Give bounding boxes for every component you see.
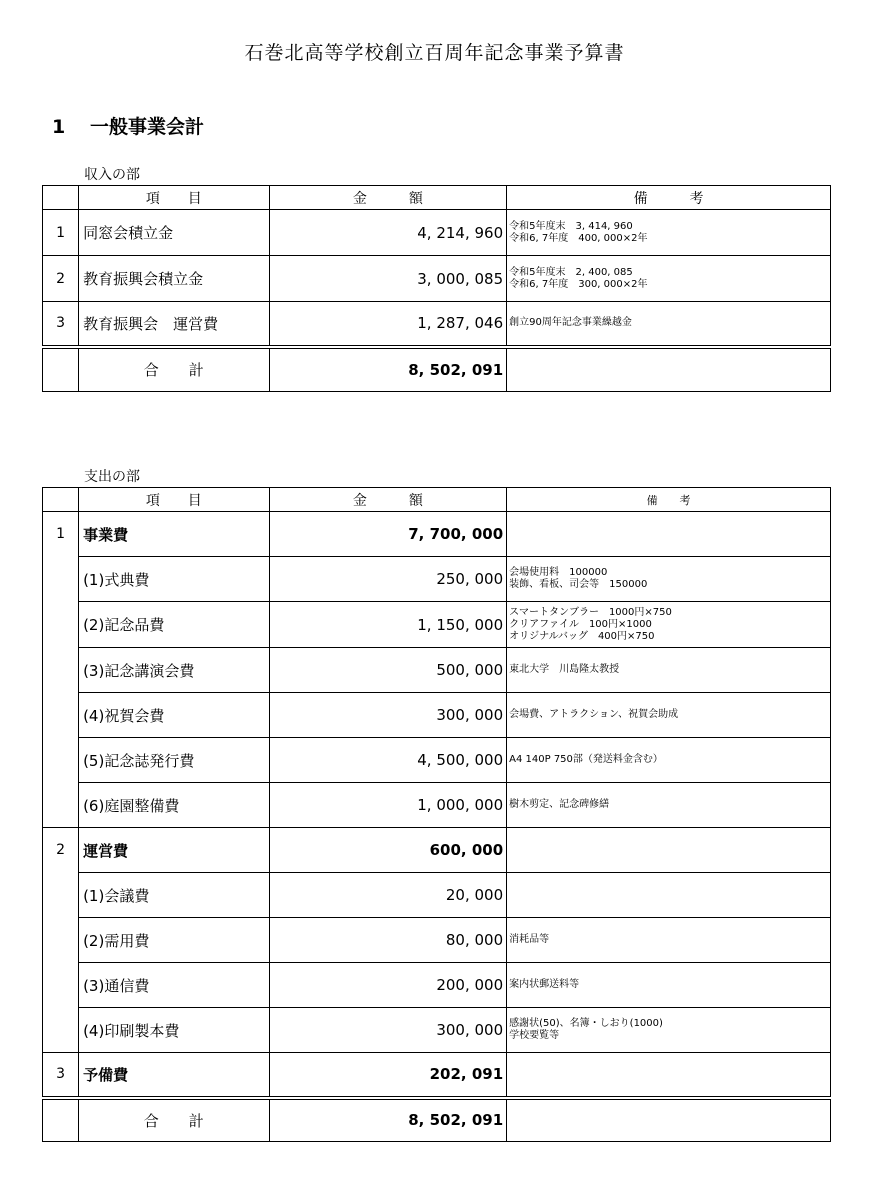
group-number: 1 (43, 512, 79, 557)
group-amount: 202, 091 (269, 1053, 507, 1098)
row-note: 令和5年度末 2, 400, 085 令和6, 7年度 300, 000×2年 (507, 256, 831, 302)
header-no (43, 186, 79, 210)
row-amount: 1, 000, 000 (269, 783, 507, 828)
row-amount: 1, 150, 000 (269, 602, 507, 648)
group-note (507, 828, 831, 873)
row-number (43, 873, 79, 918)
document-title: 石巻北高等学校創立百周年記念事業予算書 (244, 42, 625, 64)
header-note: 備 考 (507, 488, 831, 512)
row-note: 消耗品等 (507, 918, 831, 963)
table-row (43, 1053, 831, 1098)
row-amount: 4, 214, 960 (269, 210, 507, 256)
total-amount: 8, 502, 091 (269, 1098, 507, 1142)
table-row (43, 873, 831, 918)
row-number (43, 648, 79, 693)
table-row (43, 963, 831, 1008)
table-row (43, 738, 831, 783)
row-amount: 20, 000 (269, 873, 507, 918)
section-label: 一般事業会計 (90, 116, 205, 138)
table-row (43, 918, 831, 963)
header-note: 備 考 (507, 186, 831, 210)
row-item: (5)記念誌発行費 (79, 738, 269, 783)
row-item: (4)祝賀会費 (79, 693, 269, 738)
group-amount: 7, 700, 000 (269, 512, 507, 557)
header-amount: 金 額 (269, 488, 507, 512)
expense-total-row (43, 1098, 831, 1142)
row-number (43, 557, 79, 602)
group-number: 2 (43, 828, 79, 873)
row-amount: 80, 000 (269, 918, 507, 963)
table-row (43, 828, 831, 873)
row-item: 教育振興会積立金 (79, 256, 269, 302)
row-item: (2)記念品費 (79, 602, 269, 648)
section-number: 1 (52, 116, 66, 138)
row-item: (2)需用費 (79, 918, 269, 963)
row-item: 教育振興会 運営費 (79, 302, 269, 347)
row-number (43, 918, 79, 963)
row-amount: 300, 000 (269, 1008, 507, 1053)
table-row (43, 557, 831, 602)
row-note: 東北大学 川島隆太教授 (507, 648, 831, 693)
row-number: 1 (43, 210, 79, 256)
row-number (43, 963, 79, 1008)
expense-header-row (43, 488, 831, 512)
table-row (43, 693, 831, 738)
row-item: (3)通信費 (79, 963, 269, 1008)
row-item: 同窓会積立金 (79, 210, 269, 256)
row-amount: 3, 000, 085 (269, 256, 507, 302)
group-item: 予備費 (79, 1053, 269, 1098)
section-heading (52, 112, 204, 139)
table-row (43, 648, 831, 693)
group-note (507, 512, 831, 557)
row-amount: 250, 000 (269, 557, 507, 602)
table-row (43, 1008, 831, 1053)
row-number (43, 783, 79, 828)
row-item: (4)印刷製本費 (79, 1008, 269, 1053)
row-item: (3)記念講演会費 (79, 648, 269, 693)
row-number (43, 1008, 79, 1053)
group-note (507, 1053, 831, 1098)
table-row (43, 512, 831, 557)
income-table (42, 185, 831, 392)
expense-table (42, 487, 831, 1142)
table-row (43, 256, 831, 302)
row-note: 会場費、アトラクション、祝賀会助成 (507, 693, 831, 738)
income-header-row (43, 186, 831, 210)
table-row (43, 783, 831, 828)
row-note: 感謝状(50)、名簿・しおり(1000) 学校要覧等 (507, 1008, 831, 1053)
row-note: 会場使用料 100000 装飾、看板、司会等 150000 (507, 557, 831, 602)
total-label: 合 計 (79, 1098, 269, 1142)
total-note (507, 347, 831, 392)
header-no (43, 488, 79, 512)
header-item: 項 目 (79, 186, 269, 210)
income-label: 収入の部 (84, 167, 140, 183)
group-amount: 600, 000 (269, 828, 507, 873)
row-item: (6)庭園整備費 (79, 783, 269, 828)
group-number: 3 (43, 1053, 79, 1098)
row-note: 創立90周年記念事業繰越金 (507, 302, 831, 347)
row-amount: 300, 000 (269, 693, 507, 738)
table-row (43, 602, 831, 648)
row-amount: 1, 287, 046 (269, 302, 507, 347)
row-number: 2 (43, 256, 79, 302)
total-no (43, 1098, 79, 1142)
total-note (507, 1098, 831, 1142)
group-item: 事業費 (79, 512, 269, 557)
expense-label: 支出の部 (84, 469, 140, 485)
header-item: 項 目 (79, 488, 269, 512)
table-row (43, 302, 831, 347)
total-label: 合 計 (79, 347, 269, 392)
row-note (507, 873, 831, 918)
row-amount: 500, 000 (269, 648, 507, 693)
table-row (43, 210, 831, 256)
income-total-row (43, 347, 831, 392)
row-note: スマートタンブラー 1000円×750 クリアファイル 100円×1000 オリジナルバッグ 400円×750 (507, 602, 831, 648)
total-no (43, 347, 79, 392)
row-item: (1)会議費 (79, 873, 269, 918)
row-amount: 4, 500, 000 (269, 738, 507, 783)
row-number (43, 693, 79, 738)
row-note: 令和5年度末 3, 414, 960 令和6, 7年度 400, 000×2年 (507, 210, 831, 256)
row-note: 案内状郵送料等 (507, 963, 831, 1008)
row-note: 樹木剪定、記念碑修繕 (507, 783, 831, 828)
row-amount: 200, 000 (269, 963, 507, 1008)
row-note: A4 140P 750部（発送料金含む） (507, 738, 831, 783)
row-item: (1)式典費 (79, 557, 269, 602)
total-amount: 8, 502, 091 (269, 347, 507, 392)
group-item: 運営費 (79, 828, 269, 873)
header-amount: 金 額 (269, 186, 507, 210)
row-number (43, 602, 79, 648)
row-number (43, 738, 79, 783)
row-number: 3 (43, 302, 79, 347)
